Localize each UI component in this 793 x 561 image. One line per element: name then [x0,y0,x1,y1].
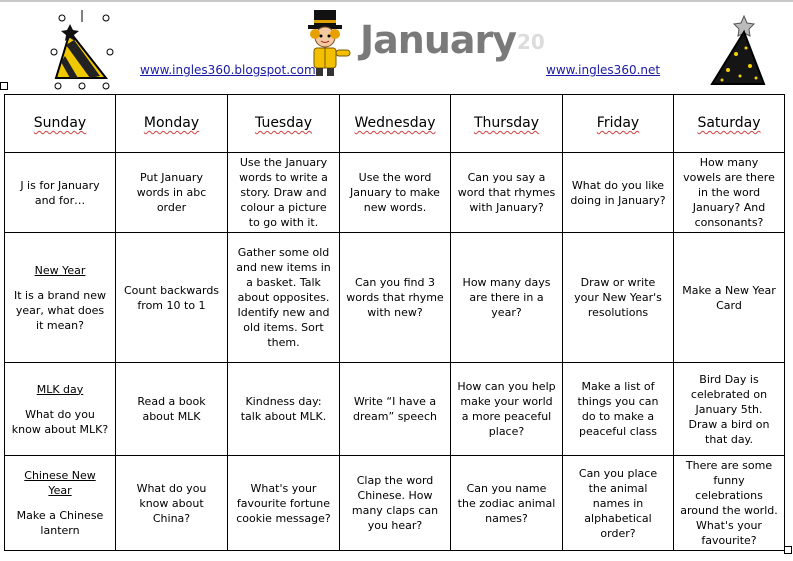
calendar-cell[interactable]: What do you know about China? [116,456,228,551]
calendar-cell[interactable]: How can you help make your world a more peaceful place? [451,363,563,456]
party-hat-right-icon [706,14,772,88]
calendar-cell[interactable]: Can you name the zodiac animal names? [451,456,563,551]
calendar-cell[interactable]: Gather some old and new items in a basket. Talk about opposites. Identify new and old items. Sort them. [228,233,340,363]
calendar-cell[interactable]: Can you say a word that rhymes with January? [451,153,563,233]
calendar-cell[interactable]: How many days are there in a year? [451,233,563,363]
calendar-cell[interactable] [5,456,116,551]
calendar-cell[interactable]: Bird Day is celebrated on January 5th. Draw a bird on that day. [674,363,785,456]
week-row [5,233,785,363]
cell-title: New Year [34,263,86,277]
blog-link[interactable]: www.ingles360.blogspot.com [140,63,316,77]
day-header-wednesday: Wednesday [340,95,451,153]
calendar-cell[interactable]: Make a list of things you can do to make a peaceful class [563,363,674,456]
cell-title: Chinese New Year [24,469,96,497]
top-border [0,0,793,2]
week-row [5,363,785,456]
cell-text: It is a brand new year, what does it mean? [13,288,106,332]
cell-text: What do you know about MLK? [11,407,109,436]
calendar-cell[interactable]: How many vowels are there in the word January? And consonants? [674,153,785,233]
calendar-cell[interactable]: J is for January and for… [5,153,116,233]
calendar-cell[interactable]: Use the word January to make new words. [340,153,451,233]
cell-title: MLK day [36,382,84,396]
calendar-cell[interactable]: Count backwards from 10 to 1 [116,233,228,363]
party-hat-left-icon[interactable] [48,10,118,90]
calendar-cell[interactable]: Kindness day: talk about MLK. [228,363,340,456]
calendar-cell[interactable]: Can you place the animal names in alphabetical order? [563,456,674,551]
day-header-friday: Friday [563,95,674,153]
day-header-saturday: Saturday [674,95,785,153]
calendar-cell[interactable]: Make a New Year Card [674,233,785,363]
day-header-tuesday: Tuesday [228,95,340,153]
calendar-cell[interactable]: Use the January words to write a story. Draw and colour a picture to go with it. [228,153,340,233]
calendar-cell[interactable]: What do you like doing in January? [563,153,674,233]
calendar-cell[interactable] [5,363,116,456]
calendar-cell[interactable]: Clap the word Chinese. How many claps can you hear? [340,456,451,551]
week-row [5,456,785,551]
page-title: January [360,18,517,62]
table-resize-handle[interactable] [784,546,792,554]
calendar-cell[interactable]: Read a book about MLK [116,363,228,456]
week-row [5,153,785,233]
day-header-sunday: Sunday [5,95,116,153]
calendar-cell[interactable]: Can you find 3 words that rhyme with new? [340,233,451,363]
table-move-handle[interactable] [0,82,8,90]
calendar-cell[interactable]: Draw or write your New Year's resolutions [563,233,674,363]
calendar-cell[interactable]: Put January words in abc order [116,153,228,233]
day-header-row [5,95,785,153]
site-link[interactable]: www.ingles360.net [546,63,661,77]
day-header-thursday: Thursday [451,95,563,153]
calendar-cell[interactable] [5,233,116,363]
title-shadow-decoration: 20 [517,30,545,54]
calendar-table [4,94,785,551]
day-header-monday: Monday [116,95,228,153]
calendar-cell[interactable]: Write “I have a dream” speech [340,363,451,456]
calendar-cell[interactable]: What's your favourite fortune cookie message? [228,456,340,551]
cell-text: Make a Chinese lantern [16,509,104,537]
calendar-cell[interactable]: There are some funny celebrations around the world. What's your favourite? [674,456,785,551]
